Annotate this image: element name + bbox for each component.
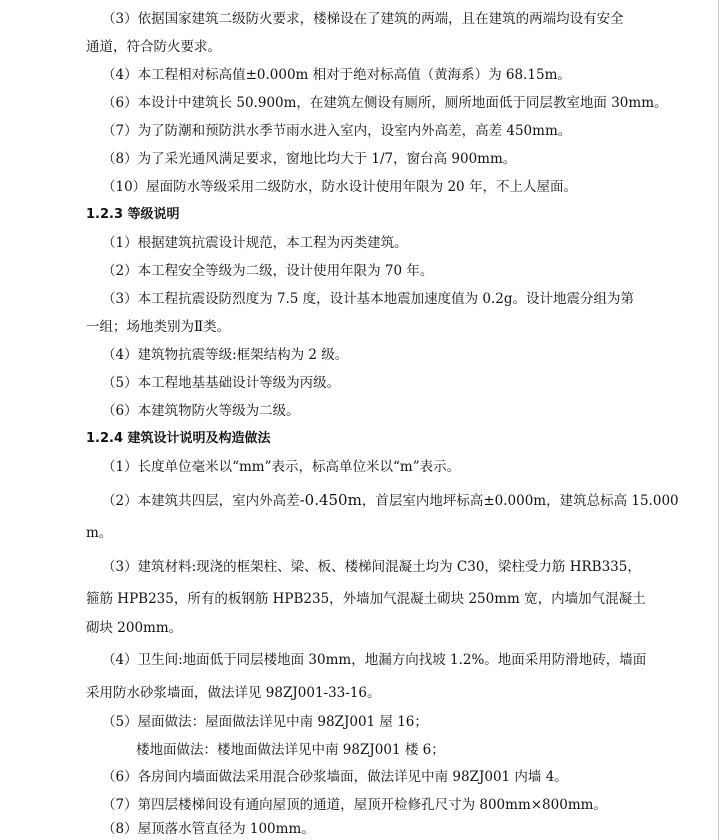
- paragraph-line: （5）屋面做法：屋面做法详见中南 98ZJ001 屋 16；: [102, 714, 428, 730]
- paragraph-line: （8）屋顶落水管直径为 100mm。: [102, 821, 315, 837]
- paragraph-line: （4）建筑物抗震等级:框架结构为 2 级。: [102, 347, 349, 363]
- paragraph-line: 通道，符合防火要求。: [86, 39, 221, 55]
- paragraph-line: （5）本工程地基基础设计等级为丙级。: [102, 375, 341, 391]
- paragraph-line: （1）长度单位毫米以“mm”表示，标高单位米以“m”表示。: [102, 459, 461, 475]
- paragraph-line: （6）本建筑物防火等级为二级。: [102, 403, 300, 419]
- paragraph-line: 采用防水砂浆墙面，做法详见 98ZJ001-33-16。: [86, 685, 381, 701]
- paragraph-line: （7）为了防潮和预防洪水季节雨水进入室内，设室内外高差，高差 450mm。: [102, 123, 572, 139]
- paragraph-line: [102, 491, 679, 510]
- text-run: -0.450m: [299, 491, 362, 509]
- paragraph-line: 一组；场地类别为Ⅱ类。: [86, 319, 231, 335]
- paragraph-line: （3）依据国家建筑二级防火要求，楼梯设在了建筑的两端，且在建筑的两端均设有安全: [102, 11, 624, 27]
- paragraph-line: （7）第四层楼梯间设有通向屋顶的通道，屋顶开检修孔尺寸为 800mm×800mm。: [102, 797, 607, 813]
- paragraph-line: （8）为了采光通风满足要求，窗地比均大于 1/7，窗台高 900mm。: [102, 151, 517, 167]
- text-run: （2）本建筑共四层，室内外高差: [102, 493, 300, 509]
- paragraph-line: （4）本工程相对标高值±0.000m 相对于绝对标高值（黄海系）为 68.15m。: [102, 67, 571, 83]
- text-run: ，首层室内地坪标高±0.000m，建筑总标高 15.000: [361, 493, 679, 509]
- section-heading-1-2-4: 1.2.4 建筑设计说明及构造做法: [86, 431, 271, 446]
- paragraph-line: 箍筋 HPB235，所有的板钢筋 HPB235，外墙加气混凝土砌块 250mm 宽，内墙加气混凝土: [86, 591, 646, 607]
- paragraph-line: （4）卫生间:地面低于同层楼地面 30mm，地漏方向找坡 1.2%。地面采用防滑地砖，墙面: [102, 652, 647, 668]
- paragraph-line: m。: [86, 525, 113, 541]
- paragraph-line: （3）本工程抗震设防烈度为 7.5 度，设计基本地震加速度值为 0.2g。设计地震分组为第: [102, 291, 635, 307]
- paragraph-line: （6）各房间内墙面做法采用混合砂浆墙面，做法详见中南 98ZJ001 内墙 4。: [102, 769, 568, 785]
- section-heading-1-2-3: 1.2.3 等级说明: [86, 207, 180, 222]
- paragraph-line: （3）建筑材料:现浇的框架柱、梁、板、楼梯间混凝土均为 C30，梁柱受力筋 HRB335，: [102, 559, 641, 575]
- paragraph-line: （6）本设计中建筑长 50.900m，在建筑左侧设有厕所，厕所地面低于同层教室地面 30mm。: [102, 95, 668, 111]
- paragraph-line: （1）根据建筑抗震设计规范，本工程为丙类建筑。: [102, 235, 408, 251]
- paragraph-line: 砌块 200mm。: [86, 620, 183, 636]
- paragraph-line: （10）屋面防水等级采用二级防水，防水设计使用年限为 20 年，不上人屋面。: [102, 179, 577, 195]
- paragraph-line: （2）本工程安全等级为二级，设计使用年限为 70 年。: [102, 263, 434, 279]
- paragraph-line: 楼地面做法：楼地面做法详见中南 98ZJ001 楼 6；: [136, 742, 445, 758]
